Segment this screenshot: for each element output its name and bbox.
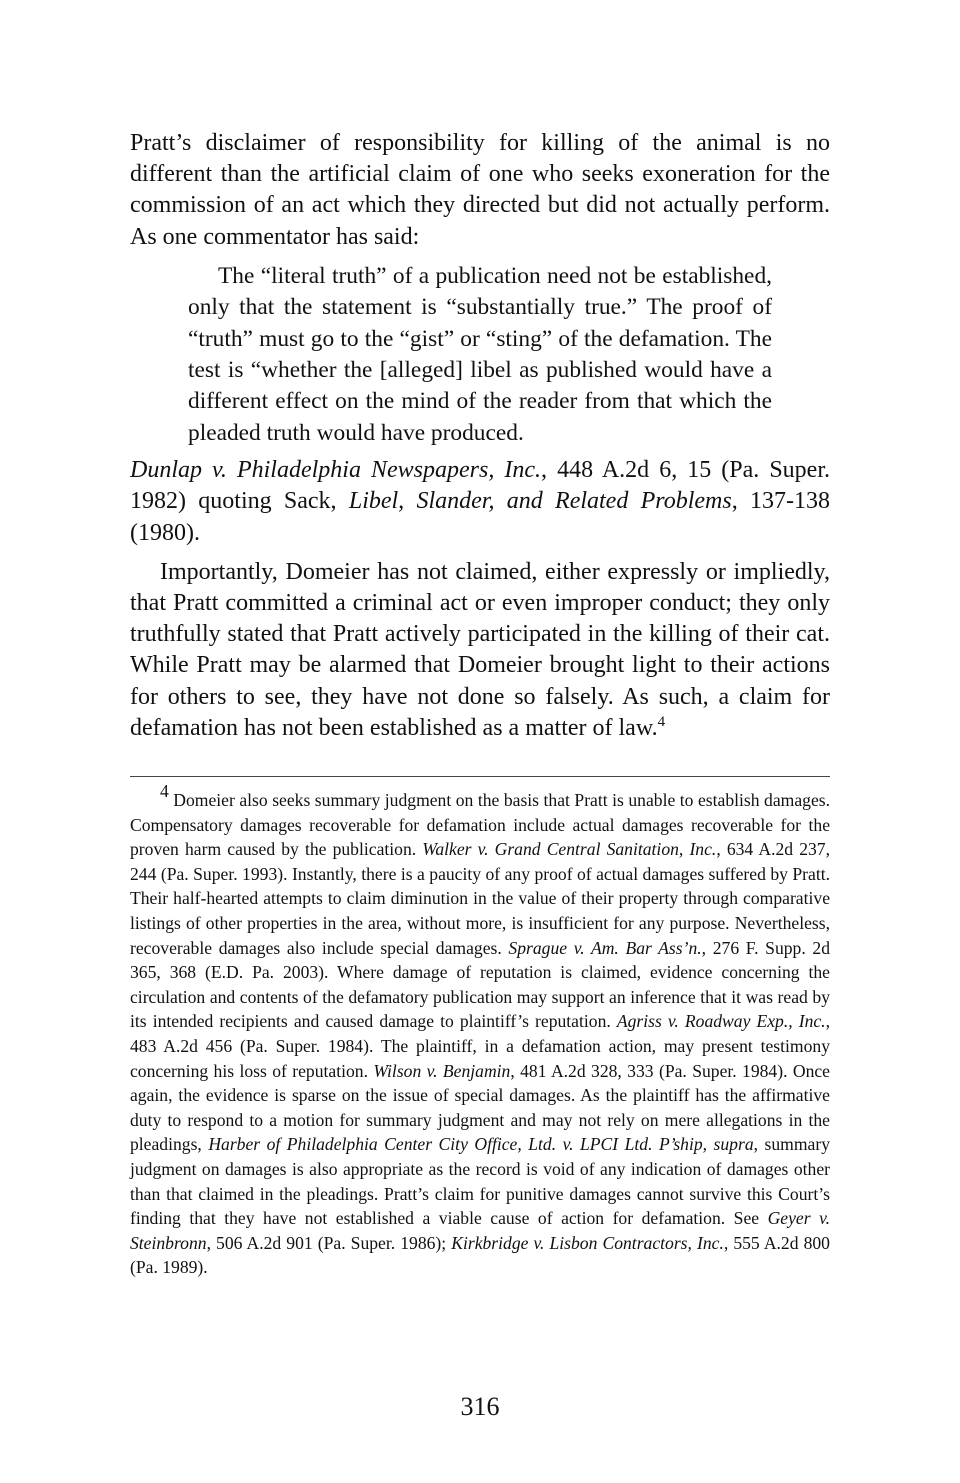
citation-book-pages: , 137-138 (1980).: [130, 488, 830, 546]
footnote-seg-2: , 634 A.2d 237, 244 (Pa. Super. 1993). Instantly, there is a paucity of any proof of actual damages suffered by Pratt. Their half-hearted attempts to claim diminution in the value of their property through comparative listings of other properties in the area, without more, is insufficient for any purpose. Nevertheless, recoverable damages also include special damages.: [130, 839, 830, 958]
second-paragraph-text: Importantly, Domeier has not claimed, either expressly or impliedly, that Pratt committed a criminal act or even improper conduct; they only truthfully stated that Pratt actively participated in the killing of their cat. While Pratt may be alarmed that Domeier brought light to their actions for others to see, they have not done so falsely. As such, a claim for defamation has not been established as a matter of law.: [130, 558, 830, 741]
footnote-divider: [130, 776, 830, 777]
footnote-seg-3: , 276 F. Supp. 2d 365, 368 (E.D. Pa. 2003). Where damage of reputation is claimed, evidence concerning the circulation and contents of the defamatory publication may support an inference that it was read by its intended recipients and caused damage to plaintiff’s reputation.: [130, 937, 830, 1032]
citation-case-name: Dunlap v. Philadelphia Newspapers, Inc.: [130, 457, 542, 484]
citation-reporter: , 448 A.2d 6, 15 (Pa. Super. 1982) quoting Sack,: [130, 457, 831, 515]
page-number: 316: [460, 1392, 500, 1421]
footnote-seg-5: , 481 A.2d 328, 333 (Pa. Super. 1984). Once again, the evidence is sparse on the issue of special damages. As the plaintiff has the affirmative duty to respond to a motion for summary judgment and may not rely on mere allegations in the pleadings,: [130, 1060, 830, 1155]
footnote-seg-7: , 506 A.2d 901 (Pa. Super. 1986);: [206, 1232, 452, 1253]
opening-paragraph: Pratt’s disclaimer of responsibility for killing of the animal is no different than the artificial claim of one who seeks exoneration for the commission of an act which they directed but did not actually perform. As one commentator has said:: [130, 130, 830, 250]
quote-citation: [130, 455, 830, 549]
footnote-case-2: Sprague v. Am. Bar Ass’n.: [508, 937, 702, 958]
citation-book-title: Libel, Slander, and Related Problems: [348, 488, 732, 515]
footnote-case-6: Geyer v. Steinbronn: [130, 1208, 830, 1253]
footnote: $^4$ Domeier also seeks summary judgment on the basis that Pratt is unable to establish damages. Compensatory damages recoverable for defamation include actual damages recoverable for the proven harm caused by the publication. Walker v. Grand Central Sanitation, Inc., 634 A.2d 237, 244 (Pa. Super. 1993). Instantly, there is a paucity of any proof of actual damages suffered by Pratt. Their half-hearted attempts to claim diminution in the value of their property through comparative listings of other properties in the area, without more, is insufficient for any purpose. Nevertheless, recoverable damages also include special damages. Sprague v. Am. Bar Ass’n., 276 F. Supp. 2d 365, 368 (E.D. Pa. 2003). Where damage of reputation is claimed, evidence concerning the circulation and contents of the defamatory publication may support an inference that it was read by its intended recipients and caused damage to plaintiff’s reputation. Agriss v. Roadway Exp., Inc., 483 A.2d 456 (Pa. Super. 1984). The plaintiff, in a defamation action, may present testimony concerning his loss of reputation. Wilson v. Benjamin, 481 A.2d 328, 333 (Pa. Super. 1984). Once again, the evidence is sparse on the issue of special damages. As the plaintiff has the affirmative duty to respond to a motion for summary judgment and may not rely on mere allegations in the pleadings, Harber of Philadelphia Center City Office, Ltd. v. LPCI Ltd. P’ship, supra, summary judgment on damages is also appropriate as the record is void of any indication of damages other than that claimed in the pleadings. Pratt’s claim for punitive damages cannot survive this Court’s finding that they have not established a viable cause of action for defamation. See Geyer v. Steinbronn, 506 A.2d 901 (Pa. Super. 1986); Kirkbridge v. Lisbon Contractors, Inc., 555 A.2d 800 (Pa. 1989).: [130, 781, 830, 1278]
footnote-case-3: Agriss v. Roadway Exp., Inc.: [616, 1011, 826, 1032]
footnote-case-4: Wilson v. Benjamin: [373, 1060, 511, 1081]
footnote-case-1: Walker v. Grand Central Sanitation, Inc.: [422, 839, 717, 860]
footnote-reference[interactable]: 4: [657, 713, 666, 730]
footnote-case-7: Kirkbridge v. Lisbon Contractors, Inc.: [451, 1232, 724, 1253]
footnote-seg-4: , 483 A.2d 456 (Pa. Super. 1984). The plaintiff, in a defamation action, may present testimony concerning his loss of reputation.: [130, 1011, 830, 1081]
footnote-seg-6: , summary judgment on damages is also appropriate as the record is void of any indication of damages other than that claimed in the pleadings. Pratt’s claim for punitive damages cannot survive this Court’s finding that they have not established a viable cause of action for defamation. See: [130, 1134, 830, 1229]
footnote-seg-8: , 555 A.2d 800 (Pa. 1989).: [130, 1232, 830, 1278]
second-paragraph: [130, 557, 830, 744]
block-quote: [188, 261, 772, 449]
footnote-seg-1: Domeier also seeks summary judgment on the basis that Pratt is unable to establish damages. Compensatory damages recoverable for defamation include actual damages recoverable for the proven harm caused by the publication.: [130, 790, 830, 860]
block-quote-text: The “literal truth” of a publication need not be established, only that the statement is “substantially true.” The proof of “truth” must go to the “gist” or “sting” of the defamation. The test is “whether the [alleged] libel as published would have a different effect on the mind of the reader from that which the pleaded truth would have produced.: [188, 262, 772, 446]
main-text: [130, 128, 830, 744]
footnote-case-5: Harber of Philadelphia Center City Office, Ltd. v. LPCI Ltd. P’ship, supra: [208, 1134, 754, 1155]
